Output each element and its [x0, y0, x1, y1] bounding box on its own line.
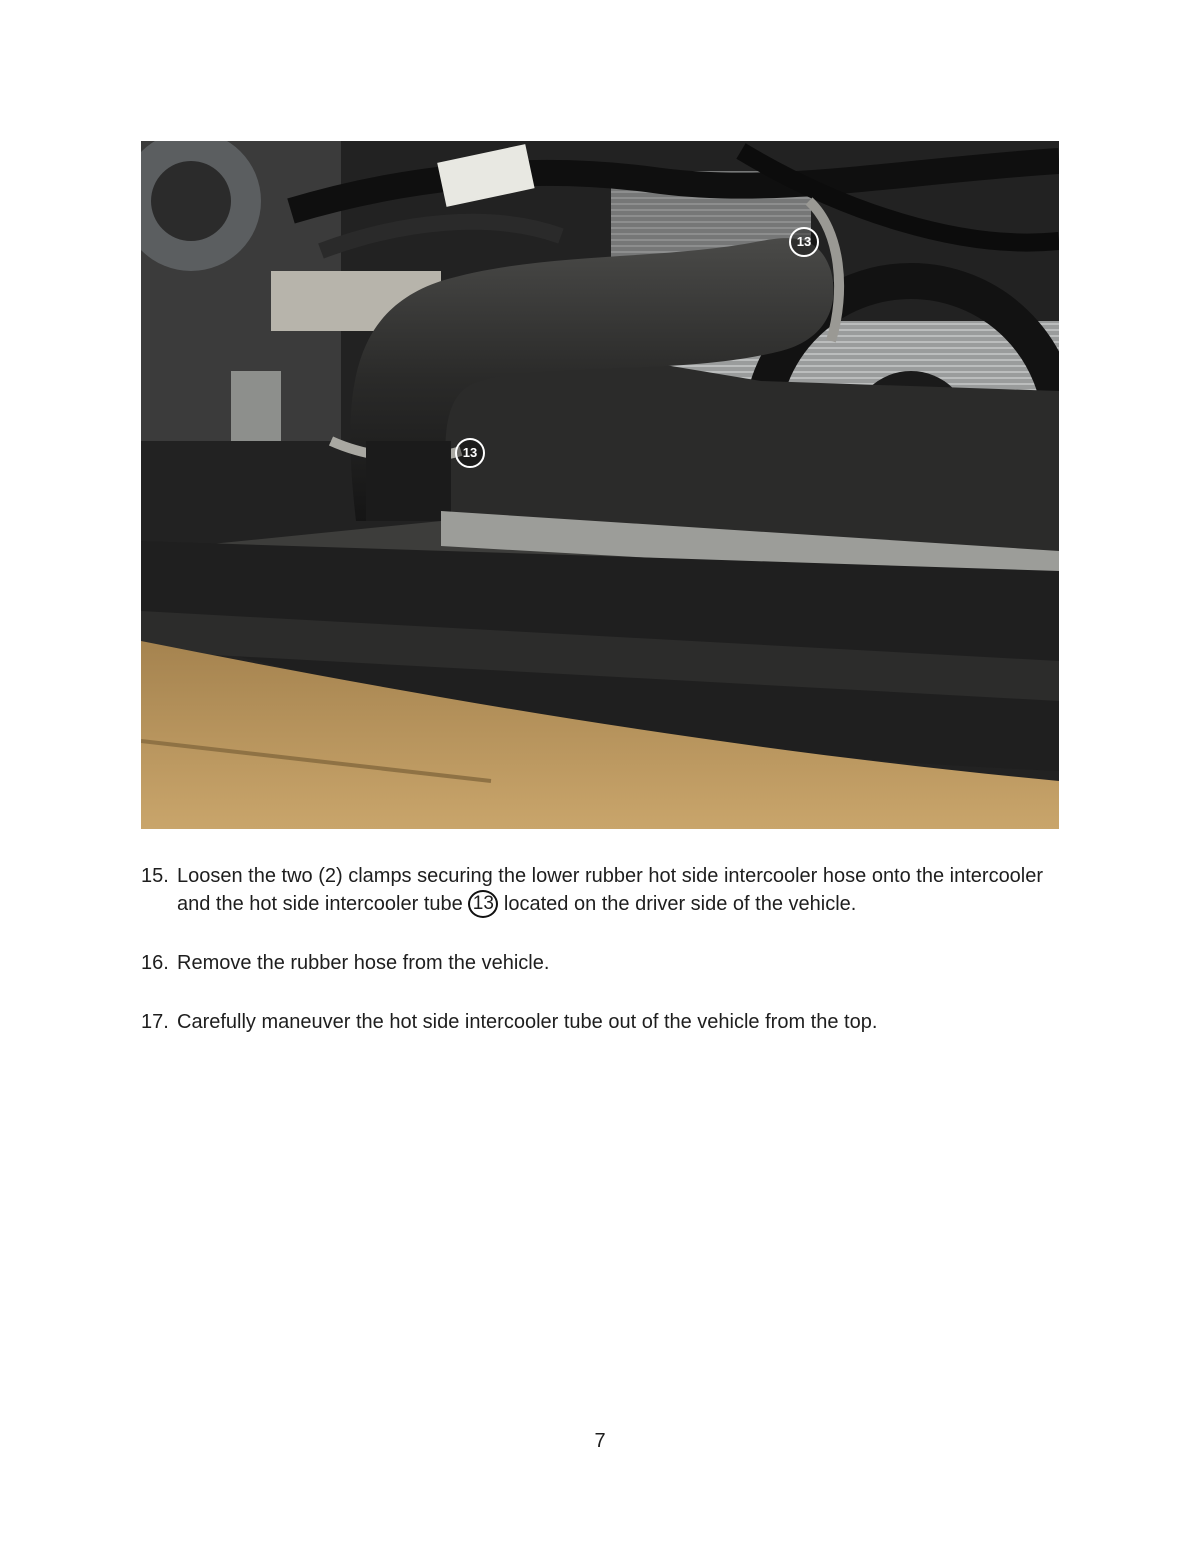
step-number: 15. — [141, 865, 169, 887]
inline-callout-13: 13 — [468, 890, 498, 918]
step-number: 17. — [141, 1011, 169, 1033]
page-number: 7 — [594, 1430, 606, 1452]
step-17 — [141, 1008, 1061, 1036]
step-text-before: Loosen the two (2) clamps securing the lower rubber hot side intercooler hose onto the intercooler and the hot side intercooler tube — [177, 865, 1044, 915]
step-text — [177, 862, 1061, 918]
step-text: Carefully maneuver the hot side intercooler tube out of the vehicle from the top. — [177, 1011, 878, 1033]
instruction-steps — [141, 862, 1061, 1067]
step-15 — [141, 862, 1061, 918]
step-text-after: located on the driver side of the vehicle. — [503, 893, 857, 915]
step-text: Remove the rubber hose from the vehicle. — [177, 952, 550, 974]
step-number: 16. — [141, 952, 169, 974]
engine-bay-photo — [141, 141, 1059, 829]
step-16 — [141, 949, 1061, 977]
engine-bay-illustration — [141, 141, 1059, 829]
callout-13-upper: 13 — [789, 227, 819, 257]
callout-13-lower: 13 — [455, 438, 485, 468]
